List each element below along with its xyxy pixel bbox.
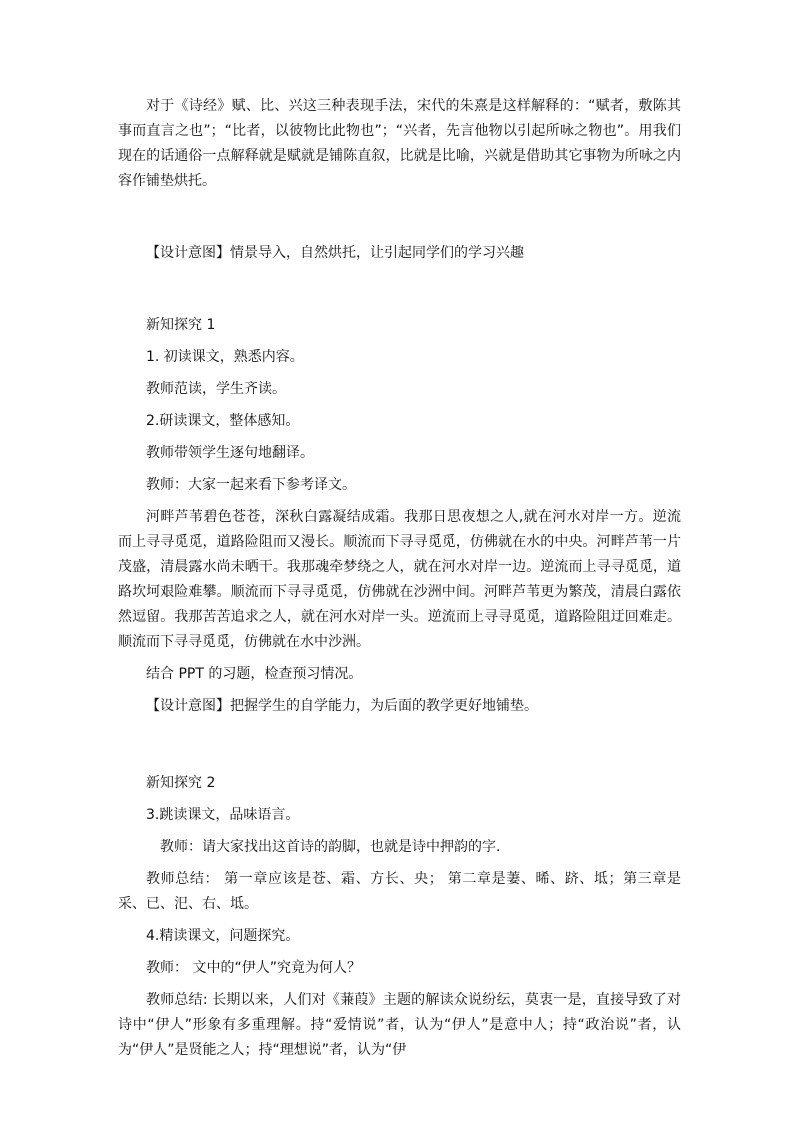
- design-intent-1: 【设计意图】情景导入，自然烘托，让引起同学们的学习兴趣: [146, 245, 524, 261]
- teacher-reading: 教师范读，学生齐读。: [146, 381, 286, 397]
- teacher-rhyme: 教师：请大家找出这首诗的韵脚，也就是诗中押韵的字.: [160, 839, 501, 855]
- teacher-translate: 教师带领学生逐句地翻译。: [146, 445, 314, 461]
- teacher-summary-rhyme: 教师总结： 第一章应该是苍、霜、方长、央； 第二章是萋、晞、跻、坻；第三章是采、已、汜、右、坻。: [118, 871, 681, 912]
- step-4: 4.精读课文，问题探究。: [146, 928, 300, 944]
- teacher-question: 教师： 文中的“伊人”究竟为何人？: [146, 960, 361, 976]
- ppt-exercise: 结合 PPT 的习题，检查预习情况。: [146, 666, 363, 682]
- document-page: [118, 94, 681, 1063]
- step-3: 3.跳读课文，品味语言。: [146, 807, 300, 823]
- teacher-reference: 教师：大家一起来看下参考译文。: [146, 477, 356, 493]
- teacher-summary-yiren: 教师总结: 长期以来，人们对《蒹葭》主题的解读众说纷纭，莫衷一是，直接导致了对诗中“伊人”形象有多重理解。持“爱情说”者，认为“伊人”是意中人；持“政治说”者，认为“伊人”是贤能之人；持“理想说”者，认为“伊: [118, 992, 681, 1058]
- design-intent-2: 【设计意图】把握学生的自学能力，为后面的教学更好地铺垫。: [146, 698, 538, 714]
- translation-paragraph: 河畔芦苇碧色苍苍，深秋白露凝结成霜。我那日思夜想之人,就在河水对岸一方。逆流而上寻寻觅觅，道路险阻而又漫长。顺流而下寻寻觅觅，仿佛就在水的中央。河畔芦苇一片茂盛，清晨露水尚未晒干。我那魂牵梦绕之人，就在河水对岸一边。逆流而上寻寻觅觅，道路坎坷艰险难攀。顺流而下寻寻觅觅，仿佛就在沙洲中间。河畔芦苇更为繁茂，清晨白露依然逗留。我那苦苦追求之人，就在河水对岸一头。逆流而上寻寻觅觅，道路险阻迂回难走。顺流而下寻寻觅觅，仿佛就在水中沙洲。: [118, 509, 681, 650]
- section-heading-1: 新知探究 1: [146, 317, 216, 333]
- step-2: 2.研读课文，整体感知。: [146, 413, 300, 429]
- section-heading-2: 新知探究 2: [146, 775, 216, 791]
- step-1: 1. 初读课文，熟悉内容。: [146, 349, 304, 365]
- intro-paragraph: 对于《诗经》赋、比、兴这三种表现手法，宋代的朱熹是这样解释的：“赋者，敷陈其事而直言之也”；“比者，以彼物比此物也”；“兴者，先言他物以引起所咏之物也”。用我们现在的话通俗一点解释就是赋就是铺陈直叙，比就是比喻，兴就是借助其它事物为所咏之内容作铺垫烘托。: [118, 98, 681, 189]
